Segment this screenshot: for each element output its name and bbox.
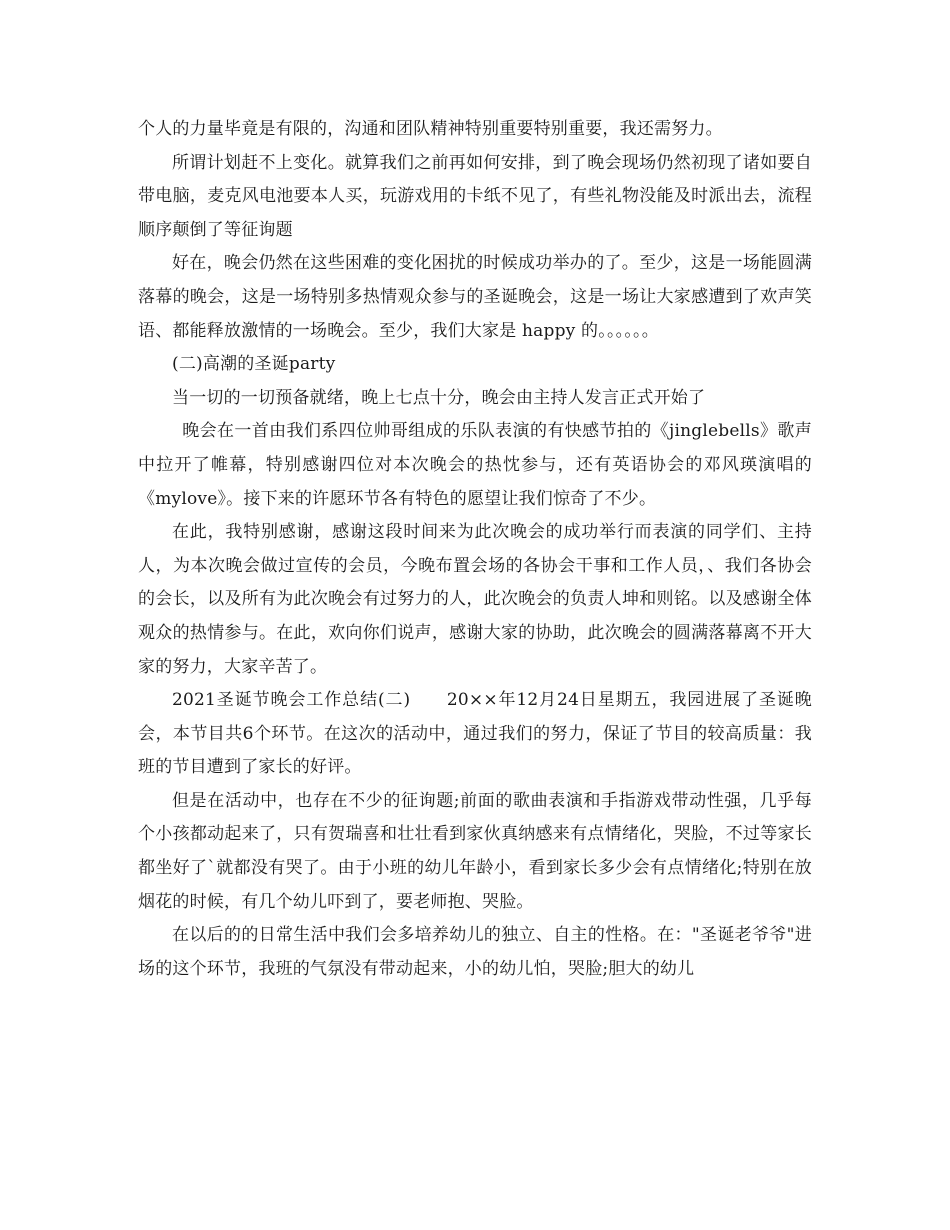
paragraph-1: 个人的力量毕竟是有限的，沟通和团队精神特别重要特别重要，我还需努力。	[138, 119, 723, 139]
paragraph-2: 所谓计划赶不上变化。就算我们之前再如何安排，到了晚会现场仍然初现了诸如要自带电脑，麦克风电池要本人买，玩游戏用的卡纸不见了，有些礼物没能及时派出去，流程顺序颠倒了等征询题	[138, 152, 812, 240]
paragraph-4: 当一切的一切预备就绪，晚上七点十分，晚会由主持人发言正式开始了	[172, 387, 706, 408]
section-heading: (二)高潮的圣诞party	[172, 354, 336, 375]
paragraph-6: 在此，我特别感谢，感谢这段时间来为此次晚会的成功举行而表演的同学们、主持人，为本次晚会做过宣传的会员，今晚布置会场的各协会干事和工作人员，、我们各协会的会长，以及所有为此次晚会有过努力的人，此次晚会的负责人坤和则铭。以及感谢全体观众的热情参与。在此，欢向你们说声，感谢大家的协助，此次晚会的圆满落幕离不开大家的努力，大家辛苦了。	[138, 522, 812, 677]
document-page	[138, 113, 812, 986]
paragraph-7: 2021圣诞节晚会工作总结(二) 20××年12月24日星期五，我园进展了圣诞晚会，本节目共6个环节。在这次的活动中，通过我们的努力，保证了节目的较高质量：我班的节目遭到了家长的好评。	[138, 690, 812, 778]
paragraph-3: 好在，晚会仍然在这些困难的变化困扰的时候成功举办的了。至少，这是一场能圆满落幕的晚会，这是一场特别多热情观众参与的圣诞晚会，这是一场让大家感遭到了欢声笑语、都能释放激情的一场晚会。至少，我们大家是 happy 的。。。。。。	[138, 253, 812, 341]
paragraph-8: 但是在活动中，也存在不少的征询题;前面的歌曲表演和手指游戏带动性强，几乎每个小孩都动起来了，只有贺瑞喜和壮壮看到家伙真纳感来有点情绪化，哭脸，不过等家长都坐好了`就都没有哭了。由于小班的幼儿年龄小，看到家长多少会有点情绪化;特别在放烟花的时候，有几个幼儿吓到了，要老师抱、哭脸。	[138, 790, 812, 912]
paragraph-9: 在以后的的日常生活中我们会多培养幼儿的独立、自主的性格。在："圣诞老爷爷"进场的这个环节，我班的气氛没有带动起来，小的幼儿怕，哭脸;胆大的幼儿	[138, 925, 812, 979]
paragraph-5: 晚会在一首由我们系四位帅哥组成的乐队表演的有快感节拍的《jinglebells》歌声中拉开了帷幕，特别感谢四位对本次晚会的热忱参与，还有英语协会的邓风瑛演唱的《mylove》。接下来的许愿环节各有特色的愿望让我们惊奇了不少。	[138, 421, 812, 509]
